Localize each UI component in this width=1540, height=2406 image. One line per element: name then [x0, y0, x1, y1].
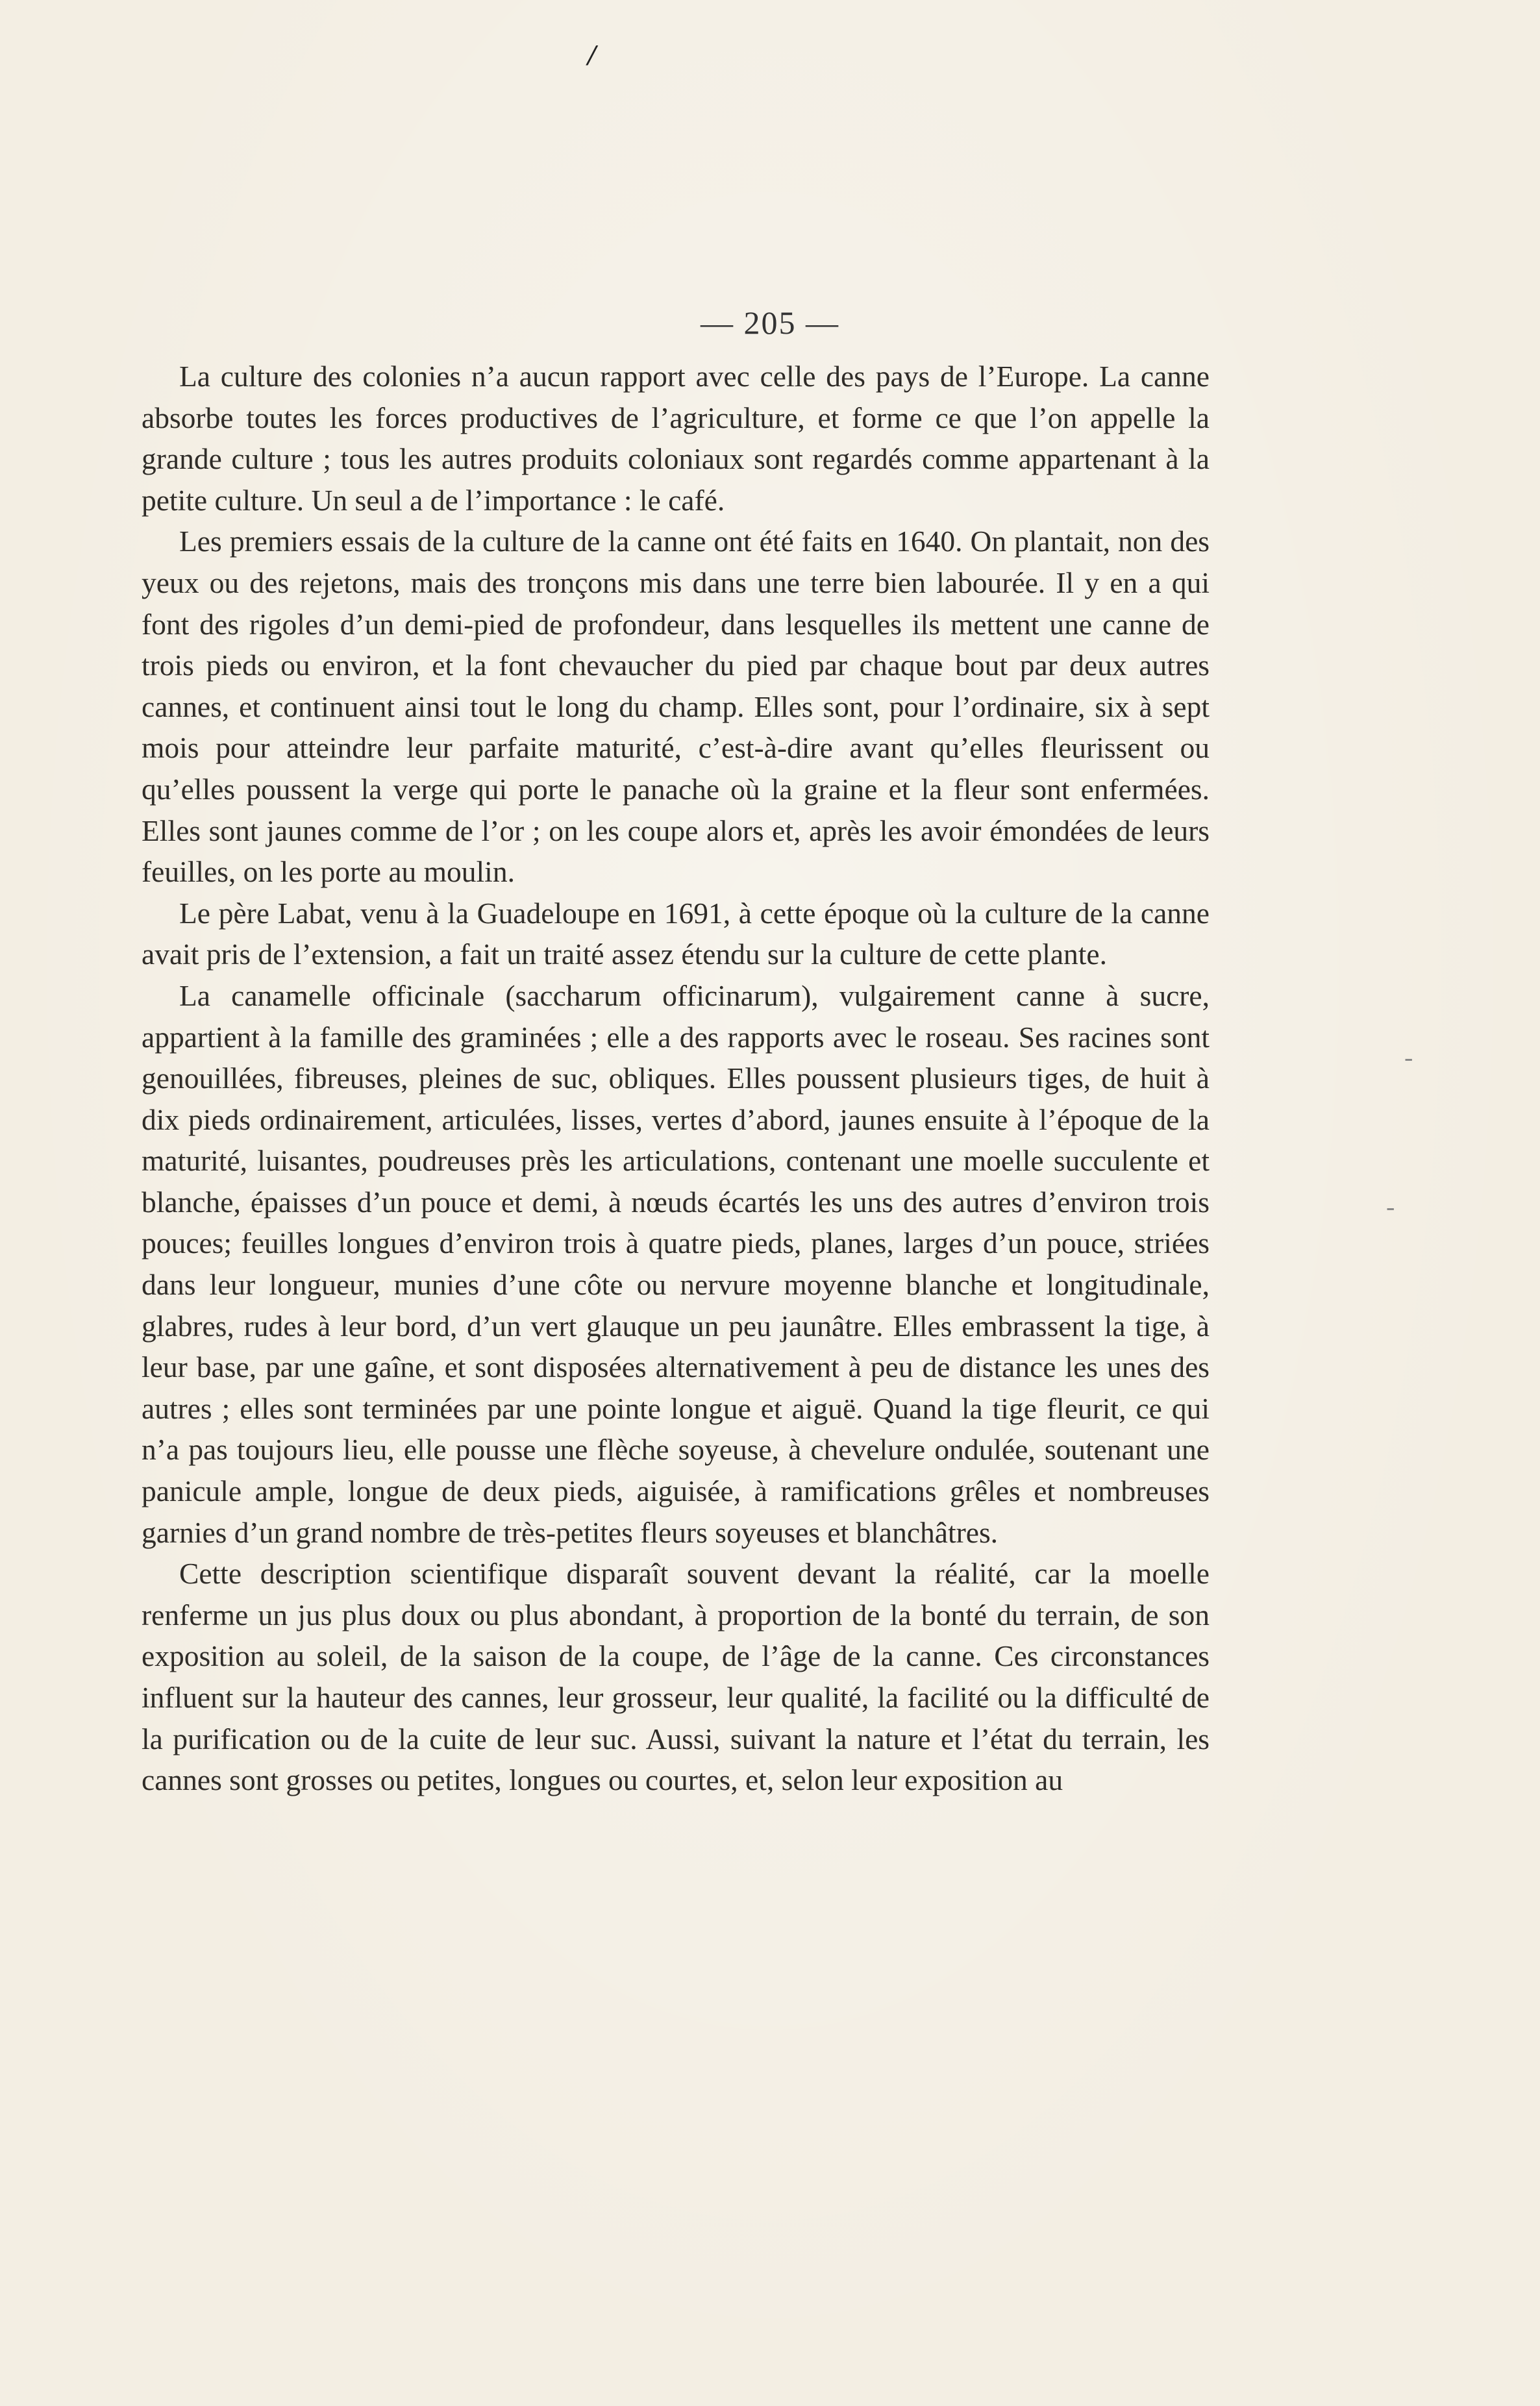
paragraph: Les premiers essais de la culture de la canne ont été faits en 1640. On plantait, non des yeux ou des rejetons, mais des tronçons mis dans une terre bien labourée. Il y en a qui font des rigoles d’un demi-pied de profondeur, dans lesquelles ils mettent une canne de trois pieds ou environ, et la font chevaucher du pied par chaque bout par deux autres cannes, et continuent ainsi tout le long du champ. Elles sont, pour l’ordinaire, six à sept mois pour atteindre leur parfaite maturité, c’est-à-dire avant qu’elles fleurissent ou qu’elles poussent la verge qui porte le panache où la graine et la fleur sont enfermées. Elles sont jaunes comme de l’or ; on les coupe alors et, après les avoir émondées de leurs feuilles, on les porte au moulin. [142, 525, 1210, 889]
margin-dash-mark: - [1404, 1043, 1413, 1072]
paragraph: Le père Labat, venu à la Guadeloupe en 1691, à cette époque où la culture de la canne avait pris de l’extension, a fait un traité assez étendu sur la culture de cette plante. [142, 896, 1210, 971]
paragraph: La canamelle officinale (saccharum officinarum), vulgairement canne à sucre, appartient à la famille des graminées ; elle a des rapports avec le roseau. Ses racines sont genouillées, fibreuses, pleines de suc, obliques. Elles poussent plusieurs tiges, de huit à dix pieds ordinairement, articulées, lisses, vertes d’abord, jaunes ensuite à l’époque de la maturité, luisantes, poudreuses près les articulations, contenant une moelle succulente et blanche, épaisses d’un pouce et demi, à nœuds écartés les uns des autres d’environ trois pouces; feuilles longues d’environ trois à quatre pieds, planes, larges d’un pouce, striées dans leur longueur, munies d’une côte ou nervure moyenne blanche et longitudinale, glabres, rudes à leur bord, d’un vert glauque un peu jaunâtre. Elles embrassent la tige, à leur base, par une gaîne, et sont disposées alternativement à peu de distance les unes des autres ; elles sont terminées par une pointe longue et aiguë. Quand la tige fleurit, ce qui n’a pas toujours lieu, elle pousse une flèche soyeuse, à chevelure ondulée, soutenant une panicule ample, longue de deux pieds, aiguisée, à ramifications grêles et nombreuses garnies d’un grand nombre de très-petites fleurs soyeuses et blanchâtres. [142, 978, 1210, 1549]
paragraph: Cette description scientifique disparaît souvent devant la réalité, car la moelle renferme un jus plus doux ou plus abondant, à proportion de la bonté du terrain, de son exposition au soleil, de la saison de la coupe, de l’âge de la canne. Ces circonstances influent sur la hauteur des cannes, leur grosseur, leur qualité, la facilité ou la difficulté de la purification ou de la cuite de leur suc. Aussi, suivant la nature et l’état du terrain, les cannes sont grosses ou petites, longues ou courtes, et, selon leur exposition au [142, 1557, 1210, 1797]
margin-dash-mark: - [1386, 1192, 1395, 1221]
top-margin-mark: / [588, 38, 596, 71]
body-text [142, 356, 1210, 1801]
paragraph: La culture des colonies n’a aucun rapport avec celle des pays de l’Europe. La canne absorbe toutes les forces productives de l’agriculture, et forme ce que l’on appelle la grande culture ; tous les autres produits coloniaux sont regardés comme appartenant à la petite culture. Un seul a de l’importance : le café. [142, 360, 1210, 517]
page-number: — 205 — [701, 304, 839, 341]
